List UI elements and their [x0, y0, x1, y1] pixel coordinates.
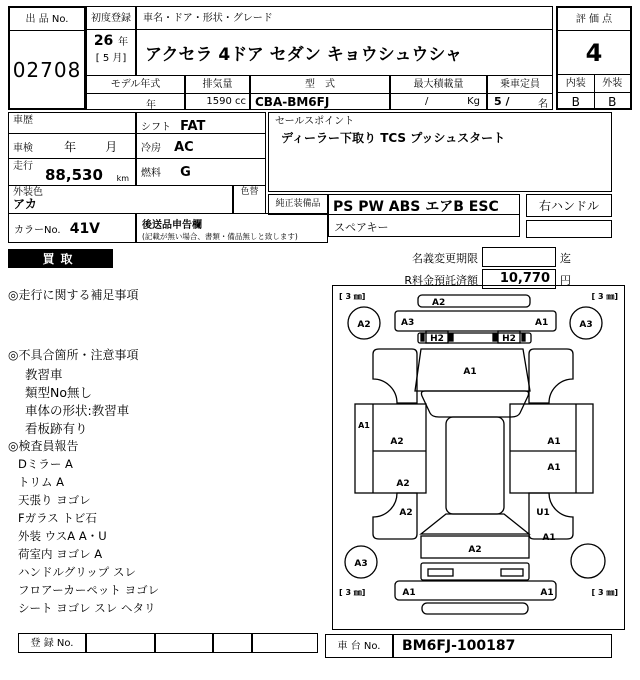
inspector-item: トリム A: [18, 475, 65, 489]
model-year-value: 年: [86, 93, 185, 110]
mileage-value: 88,530: [45, 166, 103, 184]
mark-front-bumper-top: A2: [432, 298, 446, 308]
right-side-panels: [510, 404, 593, 493]
model-code-value: CBA-BM6FJ: [250, 93, 390, 110]
color-no-label: カラーNo.: [14, 225, 61, 236]
fuel-cell: [136, 158, 266, 186]
ext-color-cell: [8, 185, 233, 214]
first-reg-label: 初度登録: [86, 6, 136, 30]
max-load-label: 最大積載量: [390, 75, 487, 94]
reg-no-label: 登 録 No.: [18, 633, 86, 653]
chassis-label: 車 台 No.: [325, 634, 393, 658]
ac-value: AC: [174, 140, 194, 155]
roof: [446, 417, 504, 514]
mark-door-rear-right: A1: [547, 463, 561, 473]
mark-headlight-right: H2: [502, 334, 516, 344]
mark-wheel-rear-left: A3: [354, 559, 368, 569]
license-plate: [428, 569, 453, 576]
late-item-note: (記載が無い場合、書類・備品無しと致します): [142, 232, 298, 241]
fuel-value: G: [180, 165, 191, 180]
capacity-label: 乗車定員: [487, 75, 553, 94]
lamp-tab: [493, 334, 497, 341]
lot-box: [8, 6, 86, 110]
defect-item: 車体の形状:教習車: [25, 403, 130, 418]
inspection-year-unit: 年: [64, 140, 77, 154]
inspector-item: フロアーカーペット ヨゴレ: [18, 583, 160, 597]
handle-empty-cell: [526, 220, 612, 238]
tire-label-fr: [ 3 ㎜]: [591, 292, 618, 301]
score-label: 評 価 点: [558, 8, 630, 31]
ext-color-label: 外装色: [13, 187, 43, 198]
mark-left-sill: A1: [358, 421, 370, 430]
mark-quarter-right: U1: [536, 508, 550, 518]
name-change-label: 名義変更期限: [412, 252, 478, 265]
inspector-item: シート ヨゴレ スレ ヘタリ: [18, 601, 156, 615]
grade-labels: [558, 75, 630, 93]
inspector-item: 天張り ヨゴレ: [18, 493, 91, 507]
interior-grade: B: [558, 93, 595, 110]
first-reg-month: [ 5 月]: [95, 53, 127, 64]
mark-quarter-left: A2: [399, 508, 413, 518]
rear-bumper: [395, 581, 556, 600]
inspection-cell: [8, 133, 136, 159]
mark-front-bumper-left: A3: [401, 318, 415, 328]
max-load-slash: /: [425, 96, 429, 107]
equipment-label: 純正装備品: [268, 194, 328, 215]
chassis-number: BM6FJ-100187: [393, 634, 612, 658]
wheel-rear-right: [571, 544, 605, 578]
mileage-cell: [8, 158, 136, 186]
inspection-month-unit: 月: [105, 140, 118, 154]
tire-label-rl: [ 3 ㎜]: [339, 588, 366, 597]
first-reg-value: [86, 29, 136, 76]
tire-label-rr: [ 3 ㎜]: [591, 588, 618, 597]
mileage-unit: km: [116, 174, 129, 183]
sales-point-label: セールスポイント: [275, 116, 355, 127]
displacement-label: 排気量: [185, 75, 250, 94]
reg-no-cell: [213, 633, 252, 653]
max-load-value: [390, 93, 487, 110]
reg-no-cell: [86, 633, 155, 653]
purchase-badge: 買取: [8, 249, 113, 268]
capacity-unit: 名: [538, 99, 548, 110]
mileage-label: 走行: [13, 161, 33, 172]
recycle-fee-label: R料金預託済額: [404, 274, 478, 287]
inspector-item: 外装 ウスA A・U: [18, 529, 107, 543]
defect-item: 類型No無し: [25, 385, 92, 400]
chassis-table: [325, 634, 612, 658]
car-name: アクセラ 4ドア セダン キョウシュウシャ: [136, 29, 553, 76]
name-change-suffix: 迄: [560, 252, 571, 265]
exterior-grade: B: [608, 94, 617, 109]
model-code-label: 型 式: [250, 75, 390, 94]
mark-wheel-front-left: A2: [357, 320, 371, 330]
sales-point-text: ディーラー下取り TCS プッシュスタート: [281, 131, 506, 145]
lamp-tab: [449, 334, 453, 341]
mark-fender-rear-right: A1: [542, 533, 556, 543]
tire-label-fl: [ 3 ㎜]: [339, 292, 366, 301]
interior-label: 内装: [558, 75, 595, 92]
car-damage-map: [333, 286, 624, 629]
inspector-item: Fガラス トビ石: [18, 511, 97, 525]
shift-label: シフト: [141, 122, 171, 133]
recycle-fee-box: 10,770: [482, 269, 556, 289]
capacity-value: [487, 93, 553, 110]
lamp-tab: [522, 334, 525, 341]
lot-label: 出 品 No.: [10, 8, 84, 31]
inspector-item: 荷室内 ヨゴレ A: [18, 547, 103, 561]
mark-rear-bumper-left: A1: [402, 588, 416, 598]
defect-item: 看板跡有り: [25, 421, 88, 436]
equipment-value: PS PW ABS エアB ESC: [328, 194, 520, 215]
fender-front-right: [529, 349, 573, 403]
rear-window: [421, 514, 529, 534]
reg-no-cell: [252, 633, 318, 653]
recycle-fee-unit: 円: [560, 274, 571, 287]
rear-panel: [421, 563, 529, 580]
handle-cell: 右ハンドル: [526, 194, 612, 217]
inspection-label: 車検: [13, 143, 33, 154]
max-load-unit: Kg: [467, 96, 480, 107]
lamp-tab: [421, 334, 424, 341]
mark-door-rear-left: A2: [396, 479, 410, 489]
mark-trunk: A2: [468, 545, 482, 555]
defect-title: ◎不具合箇所・注意事項: [8, 348, 139, 362]
fuel-label: 燃料: [141, 168, 161, 179]
damage-diagram: [332, 285, 625, 630]
car-name-label: 車名・ドア・形状・グレード: [136, 6, 553, 30]
inspector-item: Dミラー A: [18, 457, 73, 471]
mark-hood: A1: [463, 367, 477, 377]
color-no-cell: [8, 213, 136, 243]
left-side-panels: [355, 404, 426, 493]
late-item-cell: [136, 213, 328, 243]
first-reg-year: 26: [93, 33, 114, 49]
score-box: [556, 6, 632, 110]
exterior-label: 外装: [602, 78, 623, 89]
ac-label: 冷房: [141, 143, 161, 154]
score-value: 4: [558, 31, 630, 75]
rear-under-strip: [422, 603, 528, 614]
grade-values: [558, 93, 630, 110]
color-no-value: 41V: [69, 221, 101, 237]
ac-cell: [136, 133, 266, 159]
late-item-label: 後送品申告欄: [142, 220, 202, 231]
rear-reflector: [501, 569, 523, 576]
lot-number: 02708: [12, 58, 82, 82]
model-year-label: モデル年式: [86, 75, 185, 94]
mark-rear-bumper-right: A1: [540, 588, 554, 598]
mileage-note-title: ◎走行に関する補足事項: [8, 288, 139, 302]
color-change-cell: 色替: [233, 185, 266, 214]
mark-wheel-front-right: A3: [579, 320, 593, 330]
reg-no-cell: [155, 633, 213, 653]
shift-cell: [136, 112, 266, 134]
history-cell: 車歴: [8, 112, 136, 134]
fender-front-left: [373, 349, 417, 403]
name-change-box: [482, 247, 556, 267]
ext-color-value: アカ: [13, 197, 37, 211]
shift-value: FAT: [180, 119, 206, 134]
spare-key-cell: スペアキー: [328, 214, 520, 237]
capacity-number: 5 /: [494, 95, 510, 108]
mark-door-front-left: A2: [390, 437, 404, 447]
displacement-value: 1590 cc: [185, 93, 250, 110]
front-bumper: [395, 311, 556, 331]
first-reg-year-unit: 年: [118, 37, 129, 48]
defect-item: 教習車: [25, 367, 63, 382]
inspector-title: ◎検査員報告: [8, 439, 79, 453]
inspector-item: ハンドルグリップ スレ: [18, 565, 136, 579]
sales-point-box: [268, 112, 612, 192]
mark-headlight-left: H2: [430, 334, 444, 344]
mark-front-bumper-right: A1: [535, 318, 549, 328]
mark-door-front-right: A1: [547, 437, 561, 447]
registration-table: [18, 633, 318, 653]
